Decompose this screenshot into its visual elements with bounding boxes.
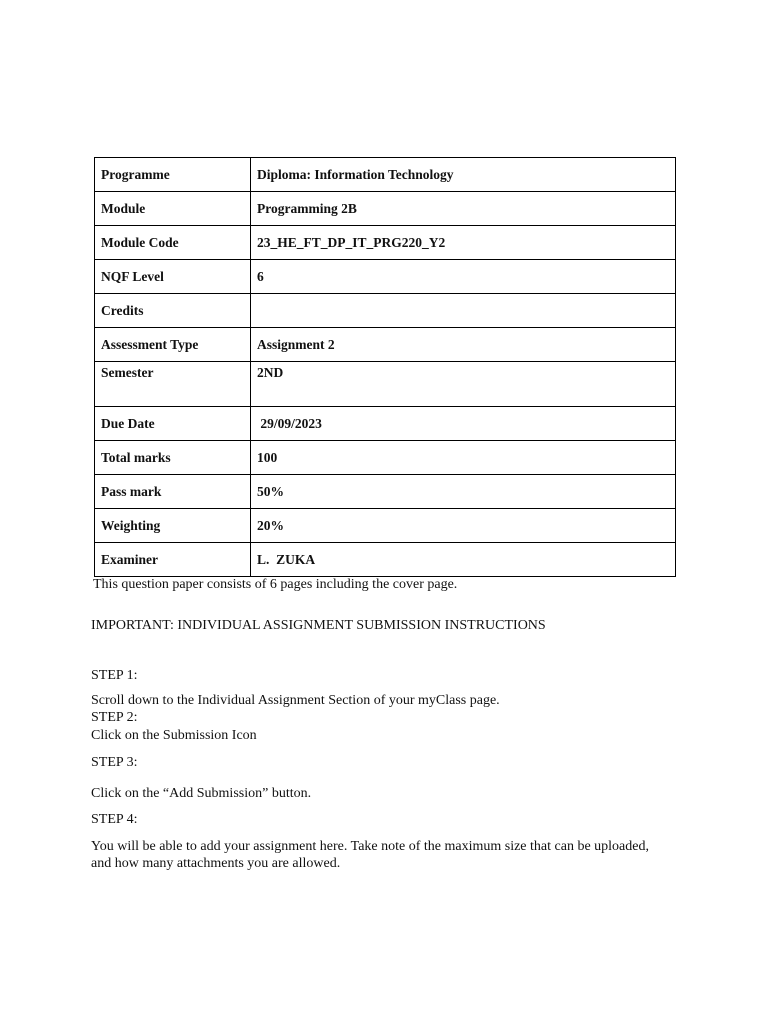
examiner-value: L. ZUKA xyxy=(251,543,676,577)
weighting-value: 20% xyxy=(251,509,676,543)
total-marks-value: 100 xyxy=(251,441,676,475)
table-row-programme xyxy=(95,158,676,192)
credits-value xyxy=(251,294,676,328)
module-code-value: 23_HE_FT_DP_IT_PRG220_Y2 xyxy=(251,226,676,260)
due-date-label: Due Date xyxy=(95,407,251,441)
table-row-total-marks xyxy=(95,441,676,475)
nqf-level-label: NQF Level xyxy=(95,260,251,294)
module-label: Module xyxy=(95,192,251,226)
step-2-text: Click on the Submission Icon xyxy=(91,728,257,743)
module-value: Programming 2B xyxy=(251,192,676,226)
module-code-label: Module Code xyxy=(95,226,251,260)
table-row-semester xyxy=(95,362,676,407)
weighting-label: Weighting xyxy=(95,509,251,543)
examiner-label: Examiner xyxy=(95,543,251,577)
table-row-nqf-level xyxy=(95,260,676,294)
due-date-value: 29/09/2023 xyxy=(251,407,676,441)
step-3-text: Click on the “Add Submission” button. xyxy=(91,786,312,801)
table-row-weighting xyxy=(95,509,676,543)
table-row-due-date xyxy=(95,407,676,441)
pass-mark-label: Pass mark xyxy=(95,475,251,509)
table-row-pass-mark xyxy=(95,475,676,509)
semester-label: Semester xyxy=(95,362,251,407)
cover-page-note: This question paper consists of 6 pages including the cover page. xyxy=(93,577,458,592)
pass-mark-value: 50% xyxy=(251,475,676,509)
semester-value: 2ND xyxy=(251,362,676,407)
credits-label: Credits xyxy=(95,294,251,328)
table-row-credits xyxy=(95,294,676,328)
step-1-label: STEP 1: xyxy=(91,668,138,683)
table-row-assessment-type xyxy=(95,328,676,362)
step-3-label: STEP 3: xyxy=(91,755,138,770)
programme-label: Programme xyxy=(95,158,251,192)
instructions-heading: IMPORTANT: INDIVIDUAL ASSIGNMENT SUBMISSION INSTRUCTIONS xyxy=(91,618,546,633)
table-row-module xyxy=(95,192,676,226)
assessment-type-value: Assignment 2 xyxy=(251,328,676,362)
step-4-text: You will be able to add your assignment here. Take note of the maximum size that can be uploaded, and how many attachments you are allowed. xyxy=(91,839,649,871)
nqf-level-value: 6 xyxy=(251,260,676,294)
step-1-text: Scroll down to the Individual Assignment Section of your myClass page. xyxy=(91,693,500,708)
table-row-examiner xyxy=(95,543,676,577)
total-marks-label: Total marks xyxy=(95,441,251,475)
step-2-label: STEP 2: xyxy=(91,710,138,725)
assessment-info-table xyxy=(94,157,676,577)
programme-value: Diploma: Information Technology xyxy=(251,158,676,192)
assessment-type-label: Assessment Type xyxy=(95,328,251,362)
table-row-module-code xyxy=(95,226,676,260)
step-4-label: STEP 4: xyxy=(91,812,138,827)
